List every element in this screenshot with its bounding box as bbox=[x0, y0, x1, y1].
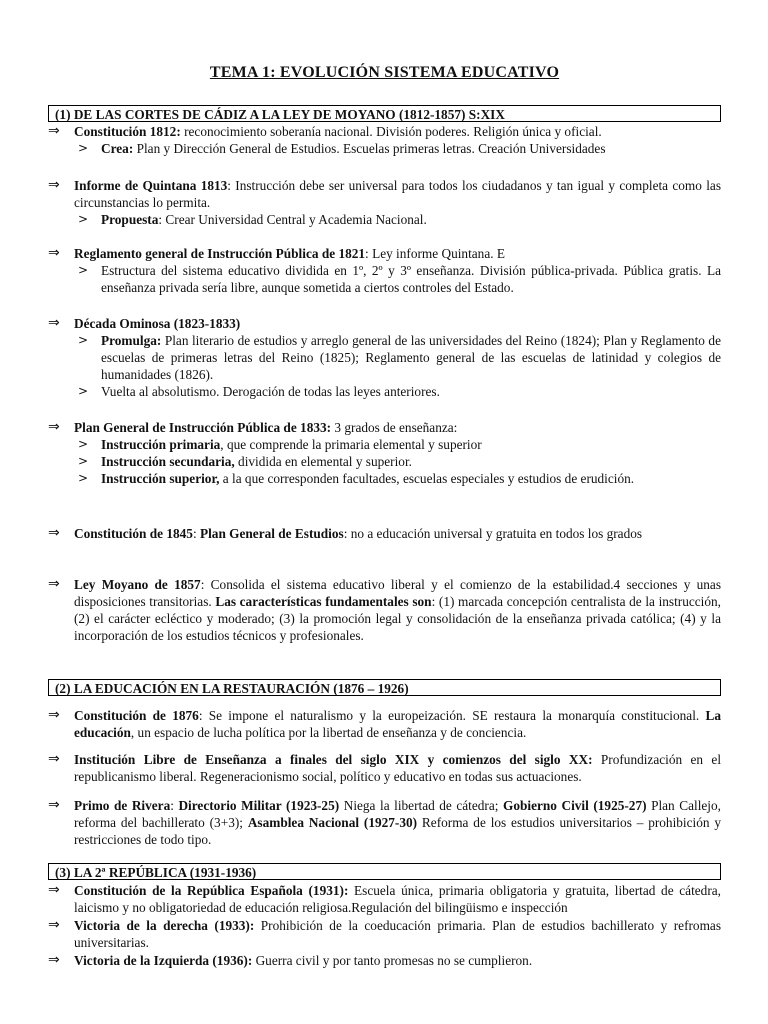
arrow-icon: ⇒ bbox=[48, 917, 60, 933]
arrow-icon: ⇒ bbox=[48, 525, 60, 541]
arrow-icon: ⇒ bbox=[48, 797, 60, 813]
arrow-icon: ⇒ bbox=[48, 707, 60, 723]
bullet-icon: > bbox=[78, 141, 89, 155]
entry-constitucion-1931: ⇒ Constitución de la República Española (1931): Escuela única, primaria obligatoria y gratuita, libertad de cátedra, laicismo y no obligatoriedad de educación religiosa.Regulación del bilingüismo e inspección bbox=[48, 882, 721, 915]
arrow-icon: ⇒ bbox=[48, 751, 60, 767]
bullet-icon: > bbox=[78, 437, 89, 451]
arrow-icon: ⇒ bbox=[48, 177, 60, 193]
arrow-icon: ⇒ bbox=[48, 882, 60, 898]
bullet-icon: > bbox=[78, 454, 89, 468]
entry-decada-ominosa: ⇒ Década Ominosa (1823-1833) > Promulga: Plan literario de estudios y arreglo general de las universidades del Reino (1824); Plan y Reglamento de escuelas de primeras letras del Reino (1825); Reglamento general de las escuelas de latinidad y colegios de humanidades (1826). > Vuelta al absolutismo. Derogación de todas las leyes anteriores. bbox=[48, 315, 721, 399]
entry-plan-general-1833: ⇒ Plan General de Instrucción Pública de 1833: 3 grados de enseñanza: > Instrucción primaria, que comprende la primaria elemental y superior > Instrucción secundaria, dividida en elemental y superior. > Instrucción superior, a la que corresponden facultades, escuelas especiales y estudios de erudición. bbox=[48, 419, 635, 486]
section-header-1: (1) DE LAS CORTES DE CÁDIZ A LA LEY DE MOYANO (1812-1857) S:XIX bbox=[48, 105, 721, 122]
entry-constitucion-1845: ⇒ Constitución de 1845: Plan General de Estudios: no a educación universal y gratuita en todos los grados bbox=[48, 525, 643, 541]
entry-ley-moyano: ⇒ Ley Moyano de 1857: Consolida el sistema educativo liberal y el comienzo de la estabilidad.4 secciones y unas disposiciones transitorias. Las características fundamentales son: (1) marcada concepción centralista de la instrucción, (2) el carácter ecléctico y moderado; (3) la promoción legal y consolidación de la enseñanza privada católica; (4) y la incorporación de los estudios técnicos y profesionales. bbox=[48, 576, 722, 643]
bullet-icon: > bbox=[78, 333, 89, 347]
entry-primo-de-rivera: ⇒ Primo de Rivera: Directorio Militar (1923-25) Niega la libertad de cátedra; Gobierno Civil (1925-27) Plan Callejo, reforma del bachillerato (3+3); Asamblea Nacional (1927-30) Reforma de los estudios universitarios – prohibición y restricciones de todo tipo. bbox=[48, 797, 722, 847]
entry-victoria-izquierda: ⇒ Victoria de la Izquierda (1936): Guerra civil y por tanto promesas no se cumplieron. bbox=[48, 952, 533, 968]
arrow-icon: ⇒ bbox=[48, 245, 60, 261]
section-header-3: (3) LA 2ª REPÚBLICA (1931-1936) bbox=[48, 863, 721, 880]
arrow-icon: ⇒ bbox=[48, 419, 60, 435]
arrow-icon: ⇒ bbox=[48, 952, 60, 968]
bullet-icon: > bbox=[78, 263, 89, 277]
entry-informe-quintana: ⇒ Informe de Quintana 1813: Instrucción debe ser universal para todos los ciudadanos y tan igual y completa como las circunstancias lo permita. > Propuesta: Crear Universidad Central y Academia Nacional. bbox=[48, 177, 721, 227]
entry-constitucion-1812: ⇒ Constitución 1812: reconocimiento soberanía nacional. División poderes. Religión única y oficial. > Crea: Plan y Dirección General de Estudios. Escuelas primeras letras. Creación Universidades bbox=[48, 123, 606, 156]
arrow-icon: ⇒ bbox=[48, 123, 60, 139]
entry-reglamento-1821: ⇒ Reglamento general de Instrucción Pública de 1821: Ley informe Quintana. E > Estructura del sistema educativo dividida en 1º, 2º y 3º enseñanza. División pública-privada. Pública gratis. La enseñanza privada sería libre, aunque sometida a ciertos controles del Estado. bbox=[48, 245, 721, 295]
entry-constitucion-1876: ⇒ Constitución de 1876: Se impone el naturalismo y la europeización. SE restaura la monarquía constitucional. La educación, un espacio de lucha política por la libertad de enseñanza y de conciencia. bbox=[48, 707, 721, 740]
entry-victoria-derecha: ⇒ Victoria de la derecha (1933): Prohibición de la coeducación primaria. Plan de estudios bachillerato y refromas universitarias. bbox=[48, 917, 721, 950]
bullet-icon: > bbox=[78, 471, 89, 485]
arrow-icon: ⇒ bbox=[48, 315, 60, 331]
bullet-icon: > bbox=[78, 212, 89, 226]
bullet-icon: > bbox=[78, 384, 89, 398]
document-title: TEMA 1: EVOLUCIÓN SISTEMA EDUCATIVO bbox=[209, 64, 560, 81]
entry-institucion-libre: ⇒ Institución Libre de Enseñanza a finales del siglo XIX y comienzos del siglo XX: Profundización en el republicanismo liberal. Regeneracionismo social, político y educativo en todas sus actuaciones. bbox=[48, 751, 722, 784]
arrow-icon: ⇒ bbox=[48, 576, 60, 592]
section-header-2: (2) LA EDUCACIÓN EN LA RESTAURACIÓN (1876 – 1926) bbox=[48, 679, 721, 696]
